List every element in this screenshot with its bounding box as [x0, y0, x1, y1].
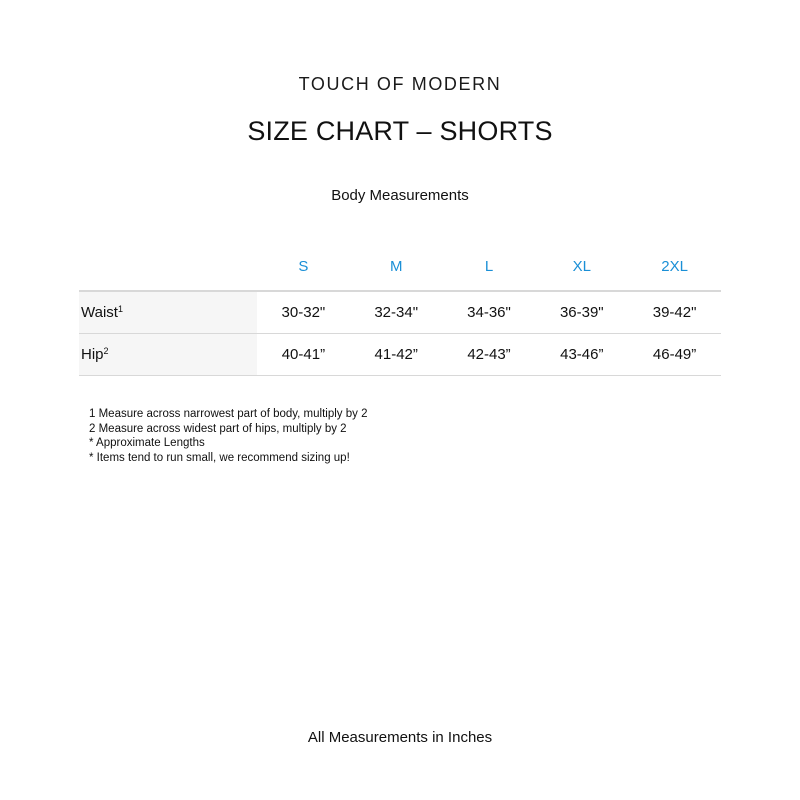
- footnote-marker: 2: [103, 346, 109, 356]
- row-label-hip: [79, 334, 257, 376]
- table-cell: 40-41”: [257, 334, 350, 376]
- units-footer: All Measurements in Inches: [307, 729, 493, 746]
- table-subtitle: Body Measurements: [331, 187, 469, 204]
- size-chart-table: [79, 243, 721, 376]
- table-cell: 41-42”: [350, 334, 443, 376]
- size-header-l: L: [443, 243, 536, 291]
- footnote-1: 1 Measure across narrowest part of body, multiply by 2: [89, 408, 368, 420]
- footnote-sizing: * Items tend to run small, we recommend sizing up!: [89, 451, 350, 464]
- footnote-approx: * Approximate Lengths: [89, 437, 205, 449]
- footnote-2: 2 Measure across widest part of hips, multiply by 2: [89, 422, 347, 435]
- footnotes: [89, 407, 367, 465]
- page-title: SIZE CHART – SHORTS: [247, 116, 553, 146]
- size-header-m: M: [350, 243, 443, 291]
- table-cell: 30-32": [257, 291, 350, 334]
- header-blank-cell: [79, 243, 257, 291]
- table-cell: 46-49”: [628, 334, 721, 376]
- brand-logo-text: TOUCH OF MODERN: [298, 74, 502, 94]
- table-cell: 34-36": [443, 291, 536, 334]
- table-cell: 36-39": [535, 291, 628, 334]
- size-header-row: [79, 243, 721, 291]
- footnote-marker: 1: [117, 304, 123, 314]
- table-cell: 43-46”: [535, 334, 628, 376]
- table-cell: 32-34": [350, 291, 443, 334]
- row-label-text: Hip: [81, 346, 104, 363]
- table-row-waist: [79, 291, 721, 334]
- table-cell: 39-42": [628, 291, 721, 334]
- table-row-hip: [79, 334, 721, 376]
- row-label-waist: [79, 291, 257, 334]
- size-header-2xl: 2XL: [628, 243, 721, 291]
- row-label-text: Waist: [81, 304, 118, 321]
- size-header-s: S: [257, 243, 350, 291]
- table-cell: 42-43”: [443, 334, 536, 376]
- size-header-xl: XL: [535, 243, 628, 291]
